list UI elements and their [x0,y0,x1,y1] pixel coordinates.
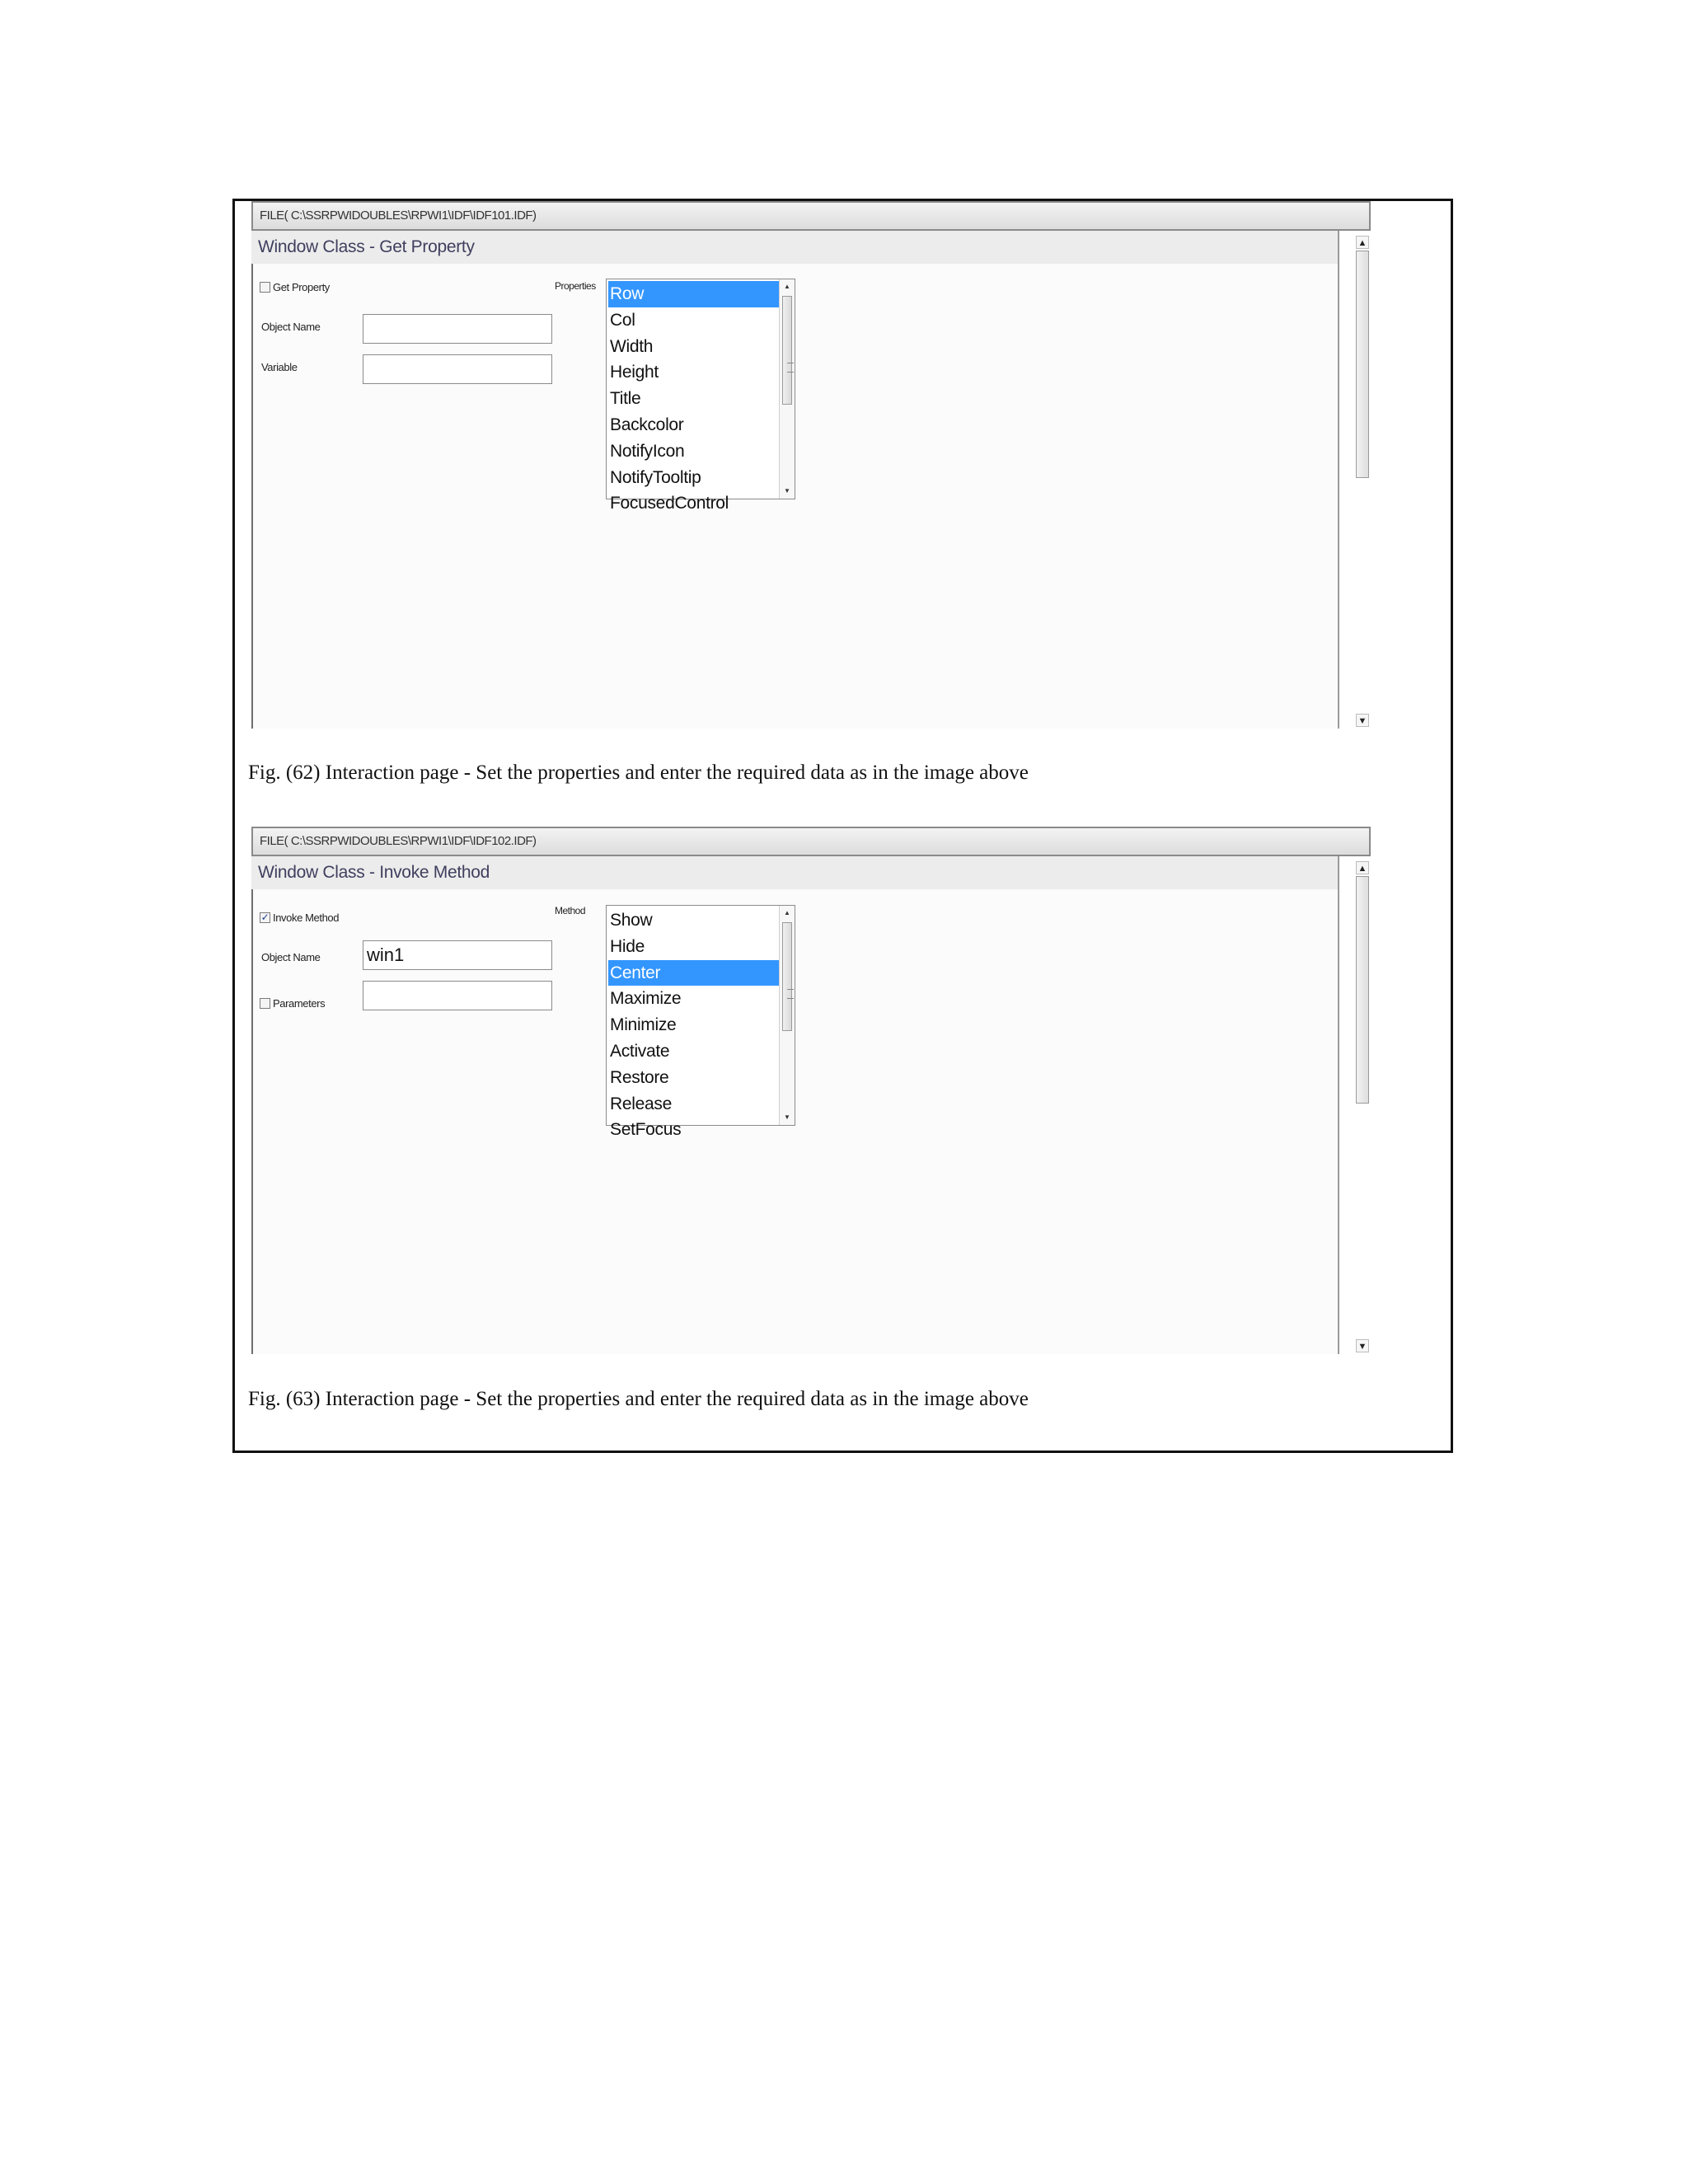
listbox-scrollbar[interactable] [779,279,795,499]
list-item[interactable]: Show [610,911,653,930]
invoke-method-checkbox[interactable]: ✓ [260,912,270,923]
scroll-up-icon[interactable]: ▲ [1356,861,1369,874]
list-item[interactable]: Backcolor [610,415,684,434]
method-label: Method [555,905,586,916]
page-scrollbar[interactable] [1338,231,1371,729]
parameters-checkbox[interactable] [260,998,270,1009]
screenshot-invoke-method [251,827,1371,1354]
scroll-down-icon[interactable]: ▼ [1356,714,1369,727]
object-name-input[interactable] [363,314,552,344]
list-scroll-down-icon[interactable]: ▼ [784,1113,790,1121]
object-name-label: Object Name [261,951,321,963]
list-item[interactable]: Hide [610,936,645,956]
get-property-checkbox-label: Get Property [273,281,330,293]
list-item[interactable]: NotifyTooltip [610,467,701,487]
list-item[interactable]: Activate [610,1041,670,1061]
variable-input[interactable] [363,354,552,384]
panel-left-border [251,264,253,729]
parameters-input[interactable] [363,981,552,1010]
scroll-thumb[interactable] [1356,251,1369,478]
parameters-checkbox-label: Parameters [273,997,326,1010]
figure-caption-62: Fig. (62) Interaction page - Set the properties and enter the required data as in the image above [248,762,1029,784]
scroll-thumb[interactable] [1356,876,1369,1104]
list-item[interactable]: FocusedControl [610,494,729,513]
list-item[interactable]: Center [608,960,780,987]
variable-label: Variable [261,361,298,373]
panel-left-border [251,889,253,1354]
list-scroll-thumb[interactable] [782,296,792,405]
invoke-method-checkbox-label: Invoke Method [273,912,340,924]
list-item[interactable]: Col [610,310,635,330]
properties-listbox[interactable] [606,279,795,513]
list-scroll-thumb[interactable] [782,922,792,1031]
method-list[interactable] [608,907,780,1143]
list-item[interactable]: Restore [610,1067,669,1087]
method-listbox[interactable] [606,905,795,1140]
file-path-bar: FILE( C:\SSRPWIDOUBLES\RPWI1\IDF\IDF102.IDF) [251,827,1371,856]
file-path-bar: FILE( C:\SSRPWIDOUBLES\RPWI1\IDF\IDF101.IDF) [251,201,1371,231]
screenshot-get-property [251,201,1371,729]
get-property-checkbox[interactable] [260,282,270,293]
object-name-input[interactable]: win1 [363,940,552,970]
list-scroll-up-icon[interactable]: ▲ [784,283,790,290]
list-scroll-up-icon[interactable]: ▲ [784,909,790,916]
list-scroll-down-icon[interactable]: ▼ [784,487,790,494]
list-item[interactable]: Row [608,281,780,307]
parameters-checkbox-row[interactable] [260,997,325,1010]
page-scrollbar[interactable] [1338,856,1371,1354]
get-property-checkbox-row[interactable] [260,281,330,293]
object-name-label: Object Name [261,321,321,333]
list-item[interactable]: Release [610,1094,672,1113]
list-item[interactable]: Height [610,363,659,382]
figure-caption-63: Fig. (63) Interaction page - Set the properties and enter the required data as in the image above [248,1388,1029,1410]
listbox-scrollbar[interactable] [779,906,795,1125]
list-item[interactable]: SetFocus [610,1120,682,1140]
properties-list[interactable] [608,281,780,517]
list-item[interactable]: Minimize [610,1015,677,1035]
list-item[interactable]: Title [610,389,641,409]
list-item[interactable]: Maximize [610,989,682,1009]
properties-label: Properties [555,280,596,292]
list-item[interactable]: NotifyIcon [610,441,685,461]
page-title: Window Class - Invoke Method [251,856,1339,889]
page-title: Window Class - Get Property [251,231,1339,264]
list-item[interactable]: Width [610,336,654,356]
scroll-up-icon[interactable]: ▲ [1356,236,1369,249]
invoke-method-checkbox-row[interactable] [260,912,339,924]
scroll-down-icon[interactable]: ▼ [1356,1339,1369,1352]
